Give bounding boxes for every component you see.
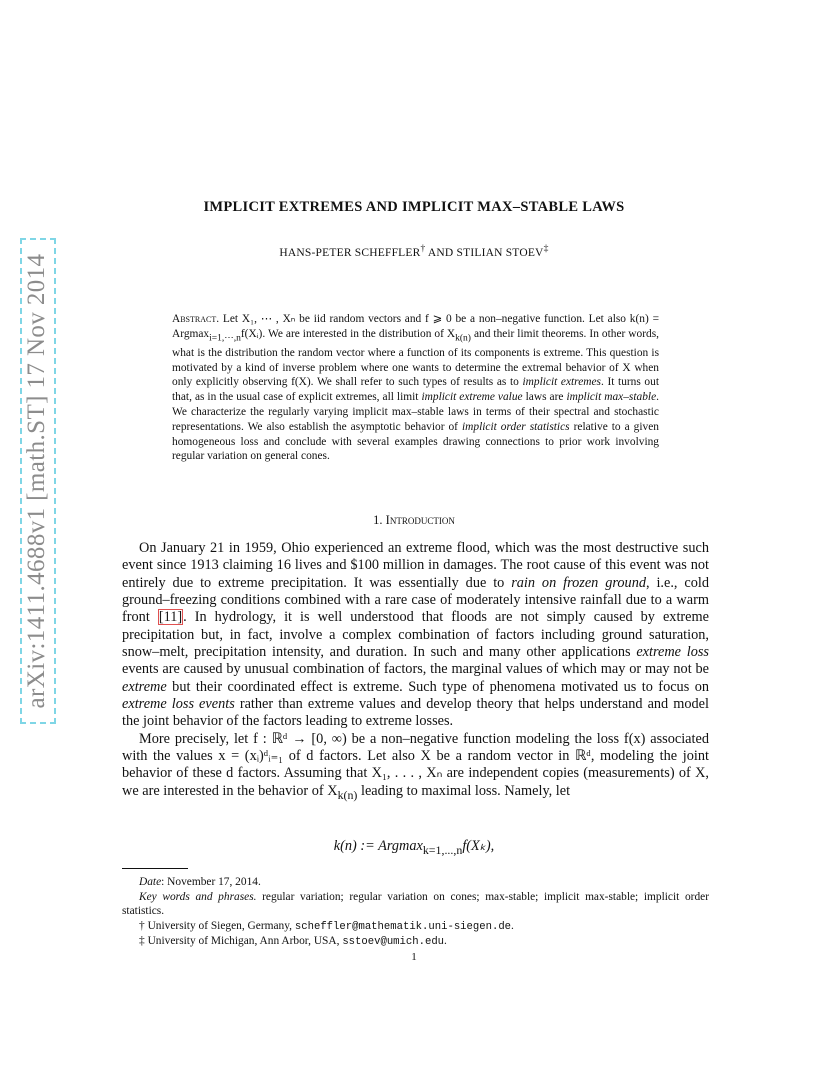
author-1-mark: †: [420, 243, 426, 254]
keywords-value: regular variation; regular variation on cones; max-stable; implicit max-stable; implicit order statistics.: [122, 890, 709, 917]
abstract-text: and their limit theorems. In other words, what is the distribution the random vector where a function of its components is extreme. This question is motivated by a kind of inverse problem where one wants to determine the extremal behavior of X when only explicitly observing f(X). We shall refer to such types of results as to: [172, 327, 659, 389]
author-conjunction: AND: [425, 246, 457, 259]
body-emphasis: rain on frozen ground: [511, 574, 646, 591]
affiliation-1-mark: †: [139, 919, 145, 932]
abstract: [172, 312, 659, 464]
body-text-run: , i.e., cold ground–freezing conditions combined with a rare case of moderately intensive rainfall due to a warm front: [122, 574, 709, 626]
body-text-run: On January 21 in 1959, Ohio experienced an extreme flood, which was the most destructive such event since 1913 claiming 16 lives and $100 million in damages. The root cause of this event was not entirely due to extreme precipitation. It was essentially due to: [122, 540, 709, 591]
author-2-mark: ‡: [543, 243, 549, 254]
affiliation-2-text: University of Michigan, Ann Arbor, USA,: [147, 935, 340, 947]
section-number: 1.: [373, 513, 386, 527]
author-2: STILIAN STOEV: [456, 246, 544, 259]
footnote-rule: [122, 868, 188, 869]
keywords-label: Key words and phrases.: [139, 890, 257, 903]
section-title: Introduction: [385, 513, 455, 527]
body-text: [122, 540, 709, 804]
author-line: [0, 243, 828, 259]
body-subscript: k(n): [337, 787, 358, 802]
footnote-affiliation-2: [122, 934, 709, 950]
affiliation-1-text: University of Siegen, Germany,: [147, 919, 293, 932]
section-heading: [0, 513, 828, 528]
abstract-text: . It turns out that, as in the usual case of explicit extremes, all limit: [172, 376, 659, 404]
citation-link[interactable]: [11]: [158, 609, 183, 626]
equation-rhs: f(Xₖ),: [462, 838, 495, 854]
body-text-run: leading to maximal loss. Namely, let: [360, 782, 571, 799]
abstract-text: relative to a given homogeneous loss and conclude with several examples drawing connections to prior work involving regular variation on general cones.: [172, 420, 659, 463]
page-number: 1: [411, 951, 417, 963]
affiliation-1-email[interactable]: scheffler@mathematik.uni-siegen.de: [294, 920, 512, 933]
abstract-emphasis: implicit extremes: [522, 376, 601, 389]
abstract-text: f(Xᵢ). We are interested in the distribution of X: [240, 327, 456, 340]
body-emphasis: extreme: [122, 678, 167, 695]
body-text-run: More precisely, let f : ℝᵈ → [0, ∞) be a non–negative function modeling the loss f(x) associated with the values x = (xᵢ)ᵈᵢ₌₁ of d factors. Let also X be a random vector in ℝᵈ, modeling the joint behavior of these d factors. Assuming that X₁, . . . , Xₙ are independent copies (measurements) of X, we are interested in the behavior of X: [122, 730, 709, 799]
body-emphasis: extreme loss events: [122, 696, 235, 713]
paragraph-1: [122, 540, 709, 731]
body-text-run: events are caused by unusual combination of factors, the marginal values of which may or may not be: [122, 661, 709, 678]
display-equation: [0, 838, 828, 858]
abstract-subscript: i=1,⋯,n: [209, 333, 241, 344]
abstract-text: laws are: [525, 391, 564, 404]
body-text-run: but their coordinated effect is extreme. Such type of phenomena motivated us to focus on: [172, 678, 710, 695]
arxiv-identifier[interactable]: arXiv:1411.4688v1 [math.ST] 17 Nov 2014: [23, 253, 50, 709]
affiliation-1-end: .: [511, 919, 514, 932]
abstract-emphasis: implicit order statistics: [462, 420, 570, 433]
date-value: : November 17, 2014.: [161, 876, 261, 888]
author-1: HANS-PETER SCHEFFLER: [279, 246, 421, 259]
body-text-run: rather than extreme values and develop theory that helps understand and model the joint behavior of the factors leading to extreme losses.: [122, 696, 709, 730]
paper-title: IMPLICIT EXTREMES AND IMPLICIT MAX–STABLE LAWS: [203, 199, 625, 215]
footnote-keywords: [122, 890, 709, 919]
abstract-heading: Abstract.: [172, 313, 220, 325]
body-emphasis: extreme loss: [636, 644, 709, 661]
equation-subscript: k=1,...,n: [422, 842, 463, 857]
abstract-emphasis: implicit max–stable: [566, 391, 657, 404]
footnote-affiliation-1: [122, 919, 709, 935]
affiliation-2-email[interactable]: sstoev@umich.edu: [342, 936, 445, 948]
abstract-subscript: k(n): [455, 333, 471, 344]
body-text-run: . In hydrology, it is well understood that floods are not simply caused by extreme precipitation but, in fact, involve a complex combination of factors including ground saturation, snow–melt, precipitation intensity, and duration. In such and many other applications: [122, 609, 709, 661]
footnotes: [122, 875, 709, 950]
date-label: Date: [139, 876, 162, 888]
abstract-text: Let X₁, ⋯ , Xₙ be iid random vectors and f ⩾ 0 be a non–negative function. Let also k(n) = Argmax: [172, 313, 659, 340]
abstract-text: . We characterize the regularly varying implicit max–stable laws in terms of their spectral and stochastic representations. We also establish the asymptotic behavior of: [172, 391, 659, 433]
footnote-date: [122, 875, 709, 890]
affiliation-2-mark: ‡: [139, 935, 145, 947]
affiliation-2-end: .: [444, 935, 447, 947]
paragraph-2: [122, 731, 709, 804]
abstract-emphasis: implicit extreme value: [421, 391, 523, 404]
equation-lhs: k(n) := Argmax: [333, 838, 423, 854]
